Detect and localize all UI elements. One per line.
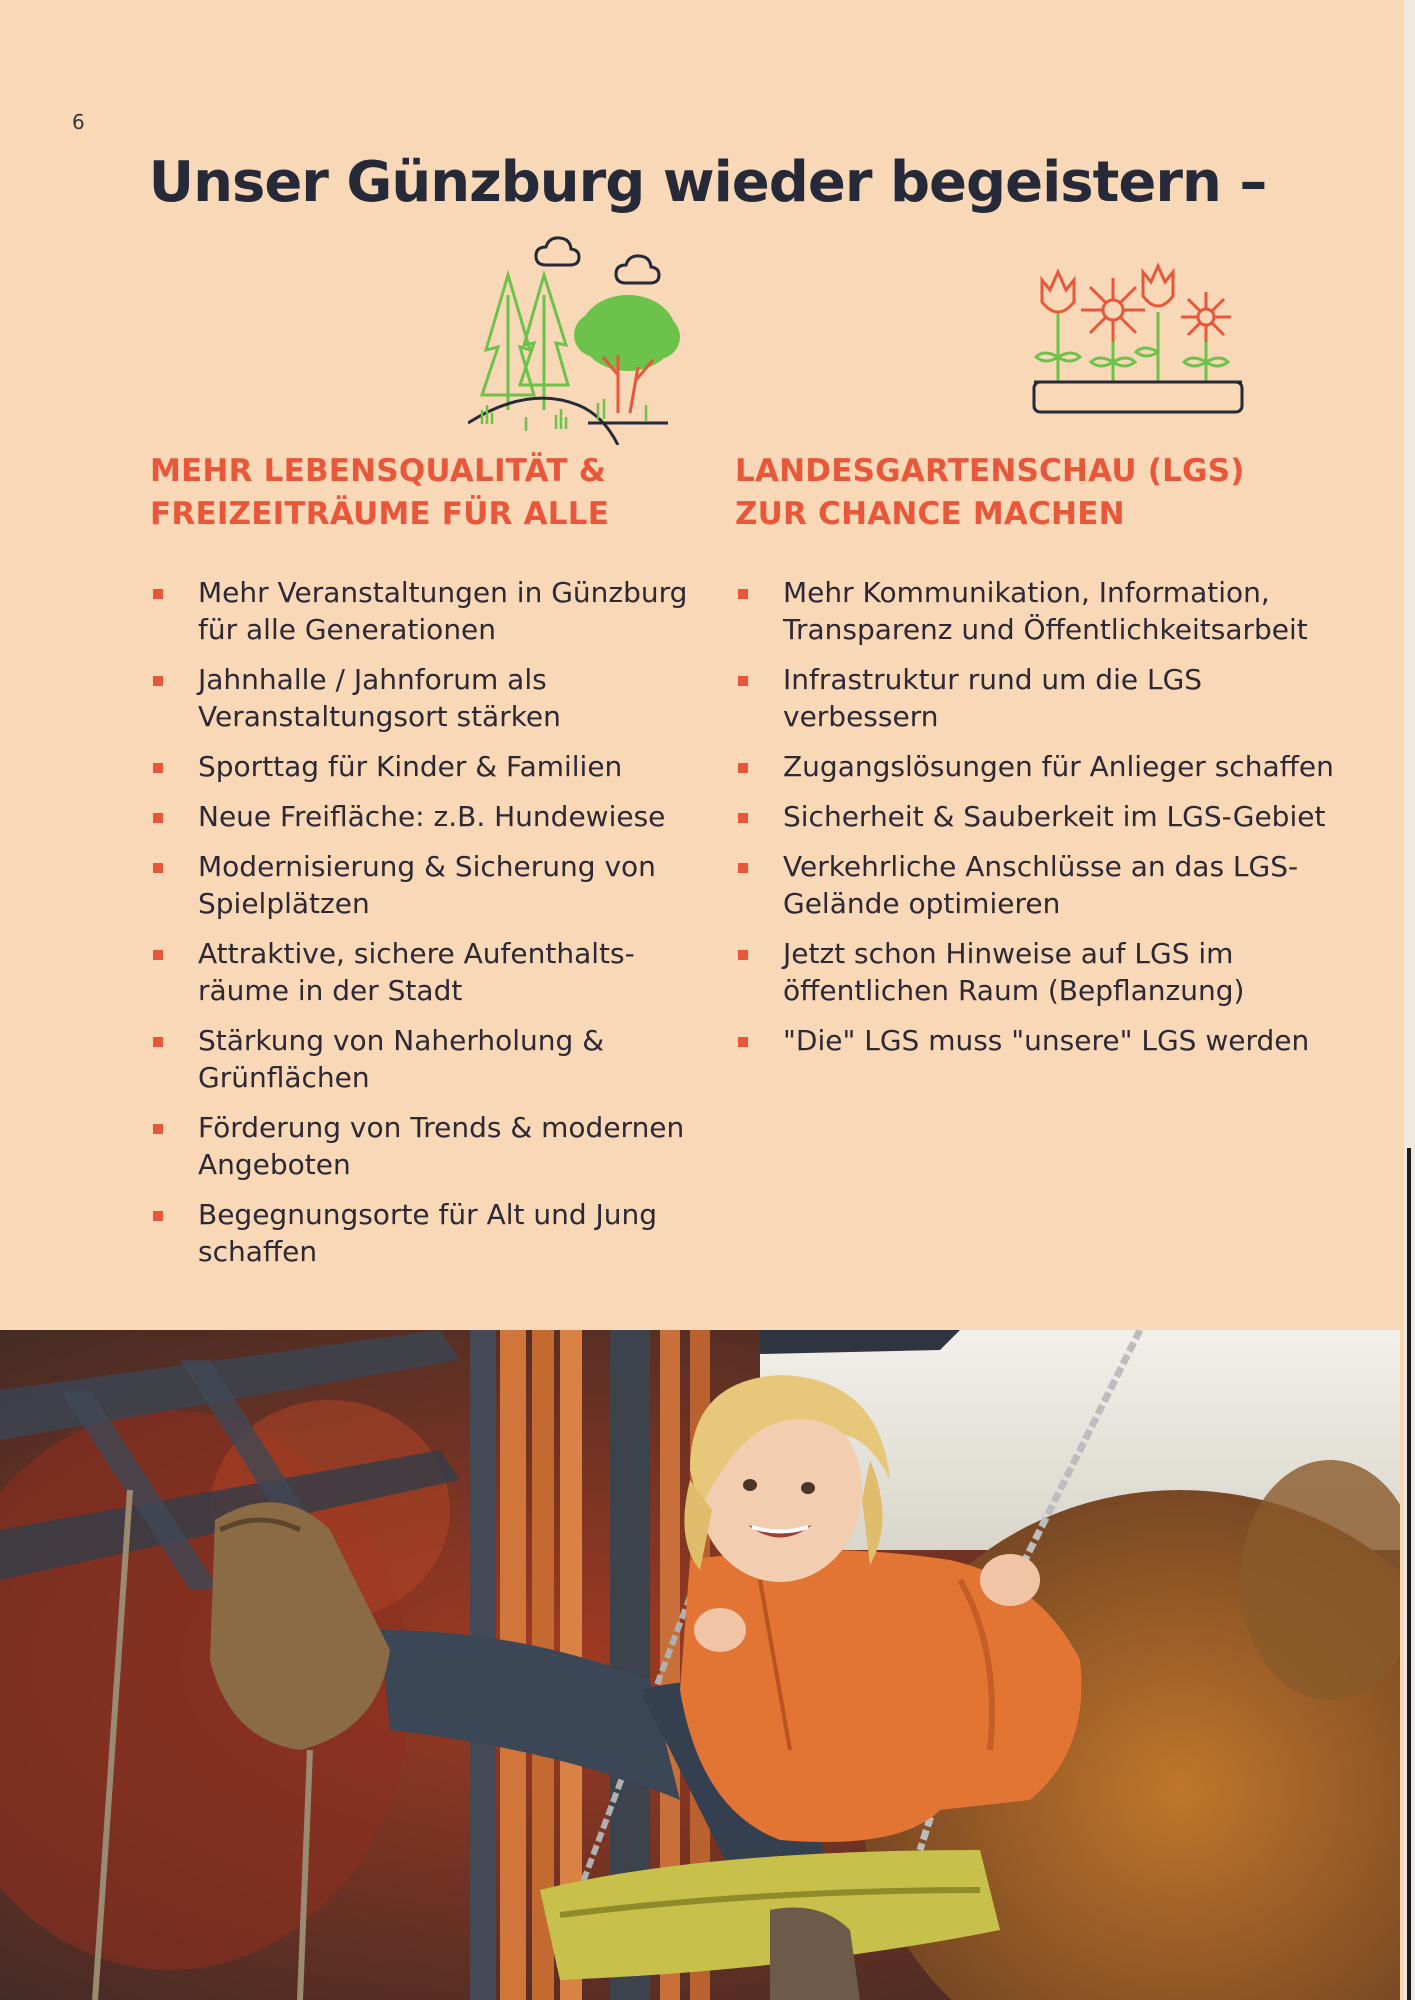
right-column — [735, 450, 1335, 1072]
list-item: Zugangslösungen für Anlieger schaffen — [735, 748, 1335, 785]
page-number: 6 — [72, 110, 85, 134]
list-item: Jahnhalle / Jahnforum als Veranstaltungsort stärken — [150, 661, 720, 735]
list-item: Attraktive, sichere Aufenthalts-räume in der Stadt — [150, 935, 720, 1009]
list-item: Jetzt schon Hinweise auf LGS im öffentlichen Raum (Bepflanzung) — [735, 935, 1335, 1009]
list-item: Verkehrliche Anschlüsse an das LGS-Gelände optimieren — [735, 848, 1335, 922]
list-item: Mehr Kommunikation, Information, Transparenz und Öffentlichkeitsarbeit — [735, 574, 1335, 648]
list-item: Begegnungsorte für Alt und Jung schaffen — [150, 1196, 720, 1270]
left-column — [150, 450, 720, 1283]
section-heading-lebensqualitaet — [150, 450, 720, 536]
scan-edge-line — [1407, 1148, 1411, 2000]
section-heading-landesgartenschau — [735, 450, 1335, 536]
heading-line: FREIZEITRÄUME FÜR ALLE — [150, 496, 610, 532]
photo-child-on-swing — [0, 1330, 1400, 2000]
list-item: Neue Freifläche: z.B. Hundewiese — [150, 798, 720, 835]
heading-line: LANDESGARTENSCHAU (LGS) — [735, 453, 1245, 489]
list-item: Modernisierung & Sicherung von Spielplätzen — [150, 848, 720, 922]
list-item: Mehr Veranstaltungen in Günzburg für alle Generationen — [150, 574, 720, 648]
list-item: "Die" LGS muss "unsere" LGS werden — [735, 1022, 1335, 1059]
page-title: Unser Günzburg wieder begeistern – — [148, 150, 1267, 215]
bullet-list-right — [735, 574, 1335, 1059]
trees-and-clouds-icon — [468, 235, 688, 445]
list-item: Sporttag für Kinder & Familien — [150, 748, 720, 785]
flower-box-icon — [1028, 262, 1248, 422]
heading-line: ZUR CHANCE MACHEN — [735, 496, 1125, 532]
list-item: Infrastruktur rund um die LGS verbessern — [735, 661, 1335, 735]
list-item: Förderung von Trends & modernen Angeboten — [150, 1109, 720, 1183]
list-item: Sicherheit & Sauberkeit im LGS-Gebiet — [735, 798, 1335, 835]
list-item: Stärkung von Naherholung & Grünflächen — [150, 1022, 720, 1096]
heading-line: MEHR LEBENSQUALITÄT & — [150, 453, 606, 489]
bullet-list-left — [150, 574, 720, 1270]
